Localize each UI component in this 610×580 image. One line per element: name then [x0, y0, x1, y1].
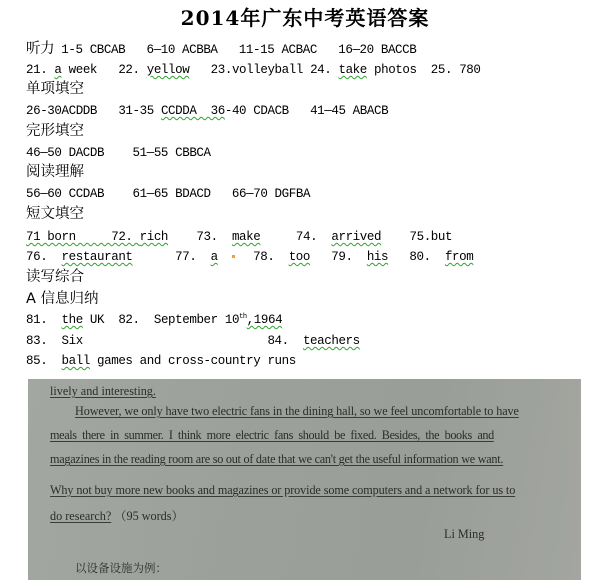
listening-label: 听力 — [26, 41, 55, 57]
answer-81-the: the — [61, 313, 83, 327]
answer-21: a — [54, 63, 62, 77]
essay-line-5: Why not buy more new books and magazines or provide some computers and a network for us to — [50, 483, 516, 497]
answer-text: 80. — [388, 250, 445, 264]
answers-83-84 — [26, 333, 360, 349]
reading-writing-heading: 读写综合 — [26, 269, 84, 285]
answer-75: 75.but — [381, 230, 453, 244]
cloze-heading: 完形填空 — [26, 123, 84, 139]
single-choice-heading: 单项填空 — [26, 81, 84, 97]
answer-79: his — [366, 250, 389, 264]
sample-essay-photo — [28, 379, 581, 580]
page-title: 2014年广东中考英语答案 — [180, 6, 430, 30]
answers-26-35: 26-30ACDDB 31-35 — [26, 104, 161, 118]
answer-24-take: take — [338, 63, 367, 77]
answer-text: 85. — [26, 354, 62, 368]
passage-fill-answers-71-75 — [26, 229, 452, 245]
answer-78: too — [288, 250, 310, 264]
cloze-answers: 46—50 DACDB 51—55 CBBCA — [26, 146, 211, 160]
answer-text: 74. — [260, 230, 332, 244]
answer-23: 23.volleyball 24. — [189, 63, 339, 77]
answer-text: 73. — [168, 230, 232, 244]
reading-heading: 阅读理解 — [26, 164, 84, 180]
answers-36-45: -40 CDACB 41—45 ABACB — [224, 104, 389, 118]
essay-line-1: lively and interesting. — [50, 384, 156, 398]
answer-82: UK 82. September 10 — [82, 313, 240, 327]
answer-71-72: 71 born 72. — [26, 230, 140, 244]
reading-answers: 56—60 CCDAB 61—65 BDACD 66—70 DGFBA — [26, 187, 311, 201]
word-count: （95 words） — [114, 509, 184, 523]
answer-text: 76. — [26, 250, 62, 264]
photo-edge-shadow — [563, 379, 581, 580]
answer-80: from — [444, 250, 474, 264]
answer-text: 81. — [26, 313, 62, 327]
answer-85-rest: games and cross-country runs — [89, 354, 296, 368]
info-summary-heading: A 信息归纳 — [26, 291, 99, 307]
answer-76: restaurant — [61, 250, 133, 264]
answers-81-82 — [26, 312, 282, 328]
listening-answers-1-20: 1-5 CBCAB 6—10 ACBBA 11-15 ACBAC 16—20 BACCB — [54, 43, 417, 57]
answer-77: a — [210, 250, 218, 264]
essay-line-6-text: do research? — [50, 509, 112, 523]
single-choice-answers — [26, 103, 388, 119]
essay-line-6 — [50, 508, 184, 524]
answer-22: yellow — [146, 63, 190, 77]
answer-24-25: photos 25. 780 — [366, 63, 481, 77]
answer-text: 21. — [26, 63, 55, 77]
essay-footer-example-label: 以设备设施为例： — [75, 561, 167, 575]
listening-answers-21-25 — [26, 62, 481, 78]
answer-84: teachers — [302, 334, 360, 348]
answer-82-year: ,1964 — [246, 313, 283, 327]
answer-72: rich — [139, 230, 169, 244]
passage-fill-answers-76-80 — [26, 249, 473, 265]
answer-text: 77. — [132, 250, 211, 264]
answer-83: 83. Six 84. — [26, 334, 303, 348]
answer-text: 78. — [224, 250, 289, 264]
answers-31-35-underlined: CCDDA 36 — [160, 104, 225, 118]
answer-85 — [26, 353, 296, 369]
passage-fill-heading: 短文填空 — [26, 206, 84, 222]
essay-line-2: However, we only have two electric fans in the dining hall, so we feel uncomfortable to have — [75, 404, 519, 418]
essay-author: Li Ming — [444, 527, 485, 541]
essay-line-4: magazines in the reading room are so out of date that we can't get the useful information we want. — [50, 452, 504, 466]
ordinal-superscript: th — [239, 313, 247, 321]
answer-73: make — [231, 230, 261, 244]
listening-answers-line — [26, 41, 416, 58]
answer-text: week 22. — [61, 63, 147, 77]
essay-line-3: meals there in summer. I think more electric fans should be fixed. Besides, the books and — [50, 428, 494, 442]
answer-85-ball: ball — [61, 354, 90, 368]
answer-74: arrived — [331, 230, 382, 244]
answer-text: 79. — [310, 250, 367, 264]
